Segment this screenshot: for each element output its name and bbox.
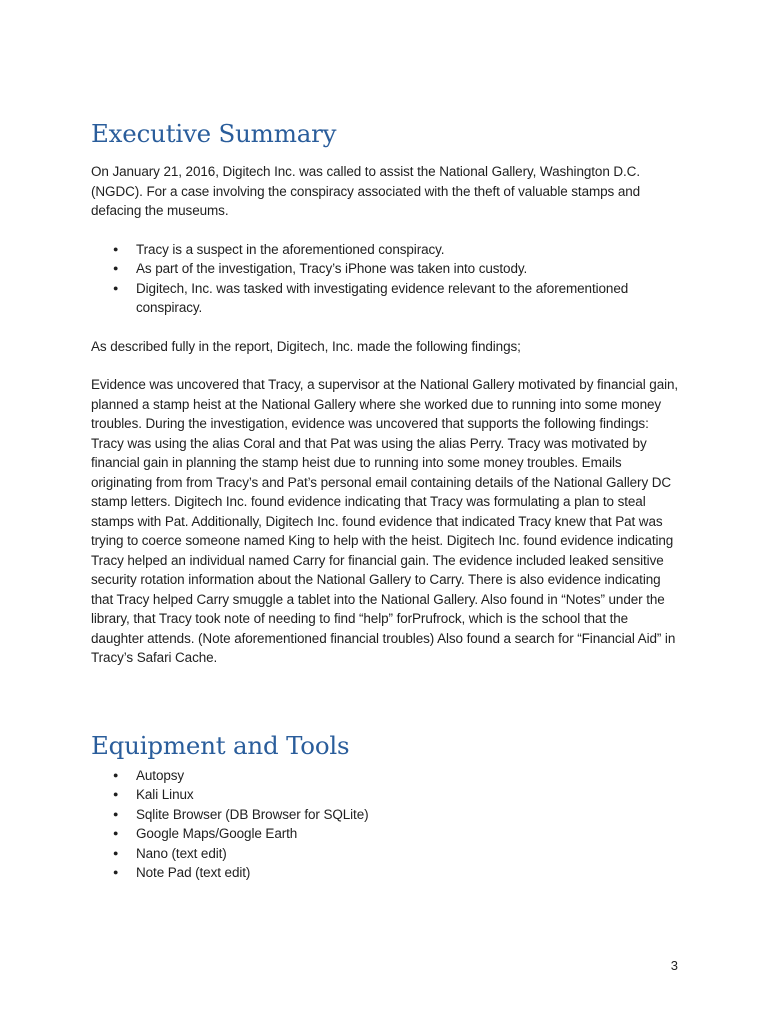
page-number: 3: [670, 958, 678, 973]
list-item: [91, 805, 681, 825]
list-item: [91, 766, 681, 786]
list-item-text: Tracy is a suspect in the aforementioned conspiracy.: [136, 241, 445, 257]
list-item: [91, 824, 681, 844]
list-item-text: Note Pad (text edit): [136, 865, 251, 880]
list-item: [91, 785, 681, 805]
findings-paragraph: Evidence was uncovered that Tracy, a supervisor at the National Gallery motivated by financial gain, planned a stamp heist at the National Gallery where she worked due to running into some money troubles. During the investigation, evidence was uncovered that supports the following findings: Tracy was using the alias Coral and that Pat was using the alias Perry. Tracy was motivated by financial gain in planning the stamp heist due to running into some money troubles. Emails originating from from Tracy’s and Pat’s personal email containing details of the National Gallery DC stamp letters. Digitech Inc. found evidence indicating that Tracy was formulating a plan to steal stamps with Pat. Additionally, Digitech Inc. found evidence that indicated Tracy knew that Pat was trying to coerce someone named King to help with the heist. Digitech Inc. found evidence indicating Tracy helped an individual named Carry for financial gain. The evidence included leaked sensitive security rotation information about the National Gallery to Carry. There is also evidence indicating that Tracy helped Carry smuggle a tablet into the National Gallery. Also found in “Notes” under the library, that Tracy took note of needing to find “help” forPrufrock, which is the school that the daughter attends. (Note aforementioned financial troubles) Also found a search for “Financial Aid” in Tracy’s Safari Cache.: [91, 377, 679, 665]
bullet-icon: ●: [113, 282, 119, 293]
list-item-text: As part of the investigation, Tracy’s iPhone was taken into custody.: [136, 261, 528, 276]
list-item-text: Kali Linux: [136, 787, 194, 802]
page-content: [91, 114, 681, 883]
equipment-heading: Equipment and Tools: [91, 730, 350, 760]
equipment-list: [91, 766, 681, 883]
list-item: [91, 279, 681, 318]
list-item-text: Digitech, Inc. was tasked with investigating evidence relevant to the aforementioned conspiracy.: [136, 280, 629, 315]
list-item: [91, 240, 681, 260]
bullet-icon: ●: [113, 263, 119, 273]
list-item-text: Nano (text edit): [136, 845, 227, 861]
bullet-icon: ●: [113, 867, 119, 877]
list-item-text: Autopsy: [136, 767, 185, 783]
bullet-icon: ●: [113, 808, 119, 819]
bullet-icon: ●: [113, 243, 119, 254]
bullet-icon: ●: [113, 828, 119, 838]
summary-bullet-list: [91, 240, 681, 318]
executive-summary-heading: Executive Summary: [91, 119, 337, 148]
list-item: [91, 844, 681, 864]
bullet-icon: ●: [113, 847, 119, 858]
list-item-text: Sqlite Browser (DB Browser for SQLite): [136, 806, 369, 822]
bullet-icon: ●: [113, 789, 119, 799]
equipment-section: [91, 726, 681, 883]
list-item: [91, 863, 681, 883]
list-item: [91, 259, 681, 279]
findings-lead-paragraph: As described fully in the report, Digitech, Inc. made the following findings;: [91, 338, 521, 354]
summary-intro-paragraph: On January 21, 2016, Digitech Inc. was called to assist the National Gallery, Washington D.C. (NGDC). For a case involving the conspiracy associated with the theft of valuable stamps and defacing the museums.: [91, 164, 641, 218]
bullet-icon: ●: [113, 769, 119, 780]
list-item-text: Google Maps/Google Earth: [136, 826, 298, 841]
